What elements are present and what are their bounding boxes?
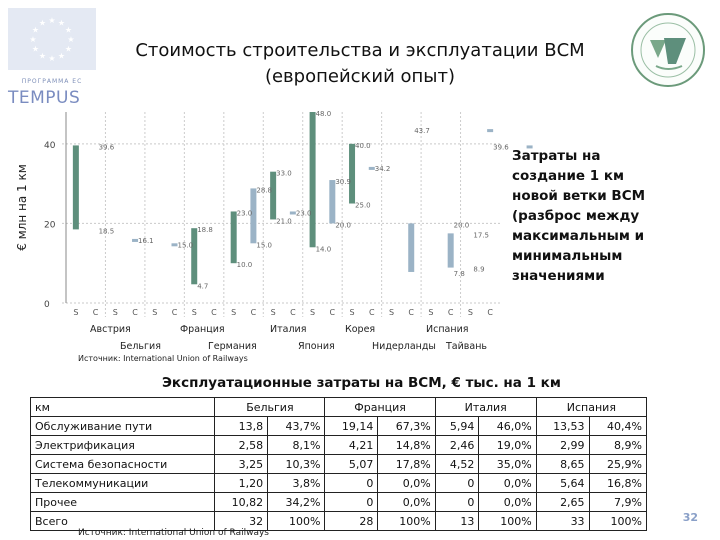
eu-flag-icon [8,8,96,70]
data-label: 7.8 [453,269,465,278]
data-label: 15.0 [256,241,273,250]
range-bar [408,223,414,272]
table-cell: 5,64 [536,474,589,493]
page-number: 32 [682,511,698,524]
range-bar [231,211,237,263]
table-row [31,493,647,512]
eu-star-icon: ★ [64,44,73,54]
table-cell: 0,0% [378,493,435,512]
category-tick-label: C [290,308,296,317]
country-label: Франция [180,324,225,335]
column-header-italy: Италия [435,398,536,417]
page-title-line2: (европейский опыт) [264,66,456,87]
table-row [31,417,647,436]
table-cell: 13,53 [536,417,589,436]
table-cell: 100% [378,512,435,531]
table-cell: 3,8% [268,474,325,493]
table-cell: 19,0% [479,436,536,455]
category-tick-label: C [171,308,178,317]
table-subtitle: Эксплуатационные затраты на ВСМ, € тыс. на 1 км [162,375,561,391]
table-cell: 0 [435,493,479,512]
table-cell: 5,94 [435,417,479,436]
data-label: 23.0 [236,209,253,218]
y-tick-label: 0 [44,300,50,310]
table-row-label: Электрификация [31,436,215,455]
table-cell: 34,2% [268,493,325,512]
construction-cost-chart [8,108,509,380]
range-bar [270,172,276,220]
table-cell: 33 [536,512,589,531]
category-tick-label: C [92,308,99,317]
category-tick-label: C [447,308,454,317]
category-tick-label: C [329,308,336,317]
table-cell: 0,0% [479,474,536,493]
table-cell: 43,7% [268,417,325,436]
table-cell: 0 [435,474,479,493]
eu-star-icon: ★ [57,18,66,28]
table-cell: 2,58 [215,436,268,455]
table-cell: 2,65 [536,493,589,512]
column-header-spain: Испания [536,398,646,417]
table-cell: 0,0% [479,493,536,512]
data-label: 40.0 [355,141,371,150]
logo-small-text: ПРОГРАММА ЕС [21,78,83,85]
table-cell: 0 [325,474,378,493]
category-tick-label: S [191,308,197,317]
eu-star-icon: ★ [31,25,40,35]
table-cell: 0,0% [378,474,435,493]
table-row [31,436,647,455]
category-tick-label: C [250,308,257,317]
eu-star-icon: ★ [29,35,37,44]
data-label: 4.7 [197,282,209,291]
category-tick-label: C [408,308,415,317]
table-source: Источник: International Union of Railways [78,528,269,538]
eu-star-icon: ★ [67,35,75,44]
table-cell: 25,9% [589,455,646,474]
data-label: 34.2 [374,164,391,173]
table-cell: 46,0% [479,417,536,436]
data-label: 15.0 [177,241,194,250]
table-cell: 1,20 [215,474,268,493]
category-tick-label: S [73,308,79,317]
eu-star-icon: ★ [48,54,56,63]
data-label: 39.6 [98,143,115,152]
y-axis-label: € млн на 1 км [15,164,29,251]
page-title [120,38,600,90]
column-header-belgium: Бельгия [215,398,325,417]
table-cell: 100% [268,512,325,531]
data-label: 10.0 [236,261,253,270]
table-row [31,474,647,493]
category-tick-label: C [211,308,217,317]
data-label: 20.0 [335,221,351,230]
table-cell: 19,14 [325,417,378,436]
range-bar [448,233,454,267]
data-label: 23.0 [295,209,312,218]
table-cell: 0 [325,493,378,512]
country-label: Бельгия [120,341,161,352]
chart-source: Источник: International Union of Railways [78,354,248,363]
table-cell: 10,3% [268,455,325,474]
data-label: 25.0 [355,201,371,210]
table-cell: 16,8% [589,474,646,493]
country-label: Нидерланды [372,341,436,352]
category-tick-label: S [231,308,237,317]
table-cell: 7,9% [589,493,646,512]
data-label: 20.0 [453,221,470,230]
range-bar [191,228,197,284]
category-tick-label: C [368,308,375,317]
table-cell: 10,82 [215,493,268,512]
data-label: 21.0 [276,217,292,226]
category-tick-label: S [152,308,158,317]
y-tick-label: 20 [44,220,56,231]
y-tick-label: 40 [44,140,56,151]
table-body [31,417,647,531]
table-cell: 8,9% [589,436,646,455]
table-cell: 8,1% [268,436,325,455]
range-bar [310,112,316,247]
table-row-label: Прочее [31,493,215,512]
table-cell: 17,8% [378,455,435,474]
table-cell: 32 [215,512,268,531]
category-tick-label: S [428,308,434,317]
category-tick-label: S [388,308,395,317]
table-cell: 8,65 [536,455,589,474]
data-label: 30.9 [335,178,351,187]
category-tick-label: S [270,308,276,317]
table-cell: 13,8 [215,417,268,436]
category-tick-label: S [467,308,473,317]
category-tick-label: C [132,308,138,317]
data-label: 39.6 [493,143,509,152]
table-cell: 2,46 [435,436,479,455]
chart-svg [8,108,509,380]
column-header-france: Франция [325,398,435,417]
data-label: 17.5 [473,231,490,240]
table-cell: 100% [479,512,536,531]
table-corner-header: км [31,398,215,417]
country-label: Австрия [90,324,131,335]
eu-star-icon: ★ [57,51,66,61]
eu-star-icon: ★ [38,51,47,61]
university-seal-icon [628,10,708,90]
range-bar [487,129,493,132]
eu-star-icon: ★ [48,16,56,25]
table-cell: 67,3% [378,417,435,436]
table-cell: 40,4% [589,417,646,436]
country-label: Корея [345,324,376,335]
data-label: 14.0 [315,245,332,254]
range-bar [349,144,355,204]
table-cell: 100% [589,512,646,531]
operating-cost-table [30,397,647,531]
category-tick-label: S [310,308,316,317]
eu-star-icon: ★ [31,44,40,54]
table-row-label: Обслуживание пути [31,417,215,436]
table-row-label: Телекоммуникации [31,474,215,493]
eu-star-icon: ★ [64,25,73,35]
data-label: 8.9 [473,265,485,274]
data-label: 33.0 [276,169,292,178]
range-bar [329,180,335,223]
country-label: Тайвань [446,341,488,352]
category-tick-label: C [487,308,493,317]
data-label: 18.5 [98,227,115,236]
category-tick-label: S [349,308,355,317]
category-tick-label: S [112,308,118,317]
data-label: 28.8 [256,186,273,195]
table-row [31,455,647,474]
data-label: 48.0 [315,110,332,118]
table-header-row [31,398,647,417]
data-label: 18.8 [197,226,213,235]
table-cell: 4,52 [435,455,479,474]
country-label: Испания [426,324,469,335]
data-label: 43.7 [414,127,430,136]
table-cell: 2,99 [536,436,589,455]
table-cell: 13 [435,512,479,531]
page-title-line1: Стоимость строительства и эксплуатации ВСМ [135,40,585,61]
data-label: 16.1 [138,236,154,245]
country-label: Италия [270,324,307,335]
table-row-label: Система безопасности [31,455,215,474]
tempus-wordmark: TEMPUS [8,88,81,108]
chart-annotation: Затраты на создание 1 км новой ветки ВСМ (разброс между максимальным и минимальным значениями [512,148,646,284]
table-cell: 5,07 [325,455,378,474]
eu-star-icon: ★ [38,18,47,28]
eu-tempus-logo [8,8,96,108]
country-label: Германия [208,341,257,352]
table-row-label: Всего [31,512,215,531]
range-bar [73,145,79,229]
country-label: Япония [298,341,335,352]
table-cell: 35,0% [479,455,536,474]
table-cell: 14,8% [378,436,435,455]
table-cell: 3,25 [215,455,268,474]
table-cell: 28 [325,512,378,531]
table-cell: 4,21 [325,436,378,455]
